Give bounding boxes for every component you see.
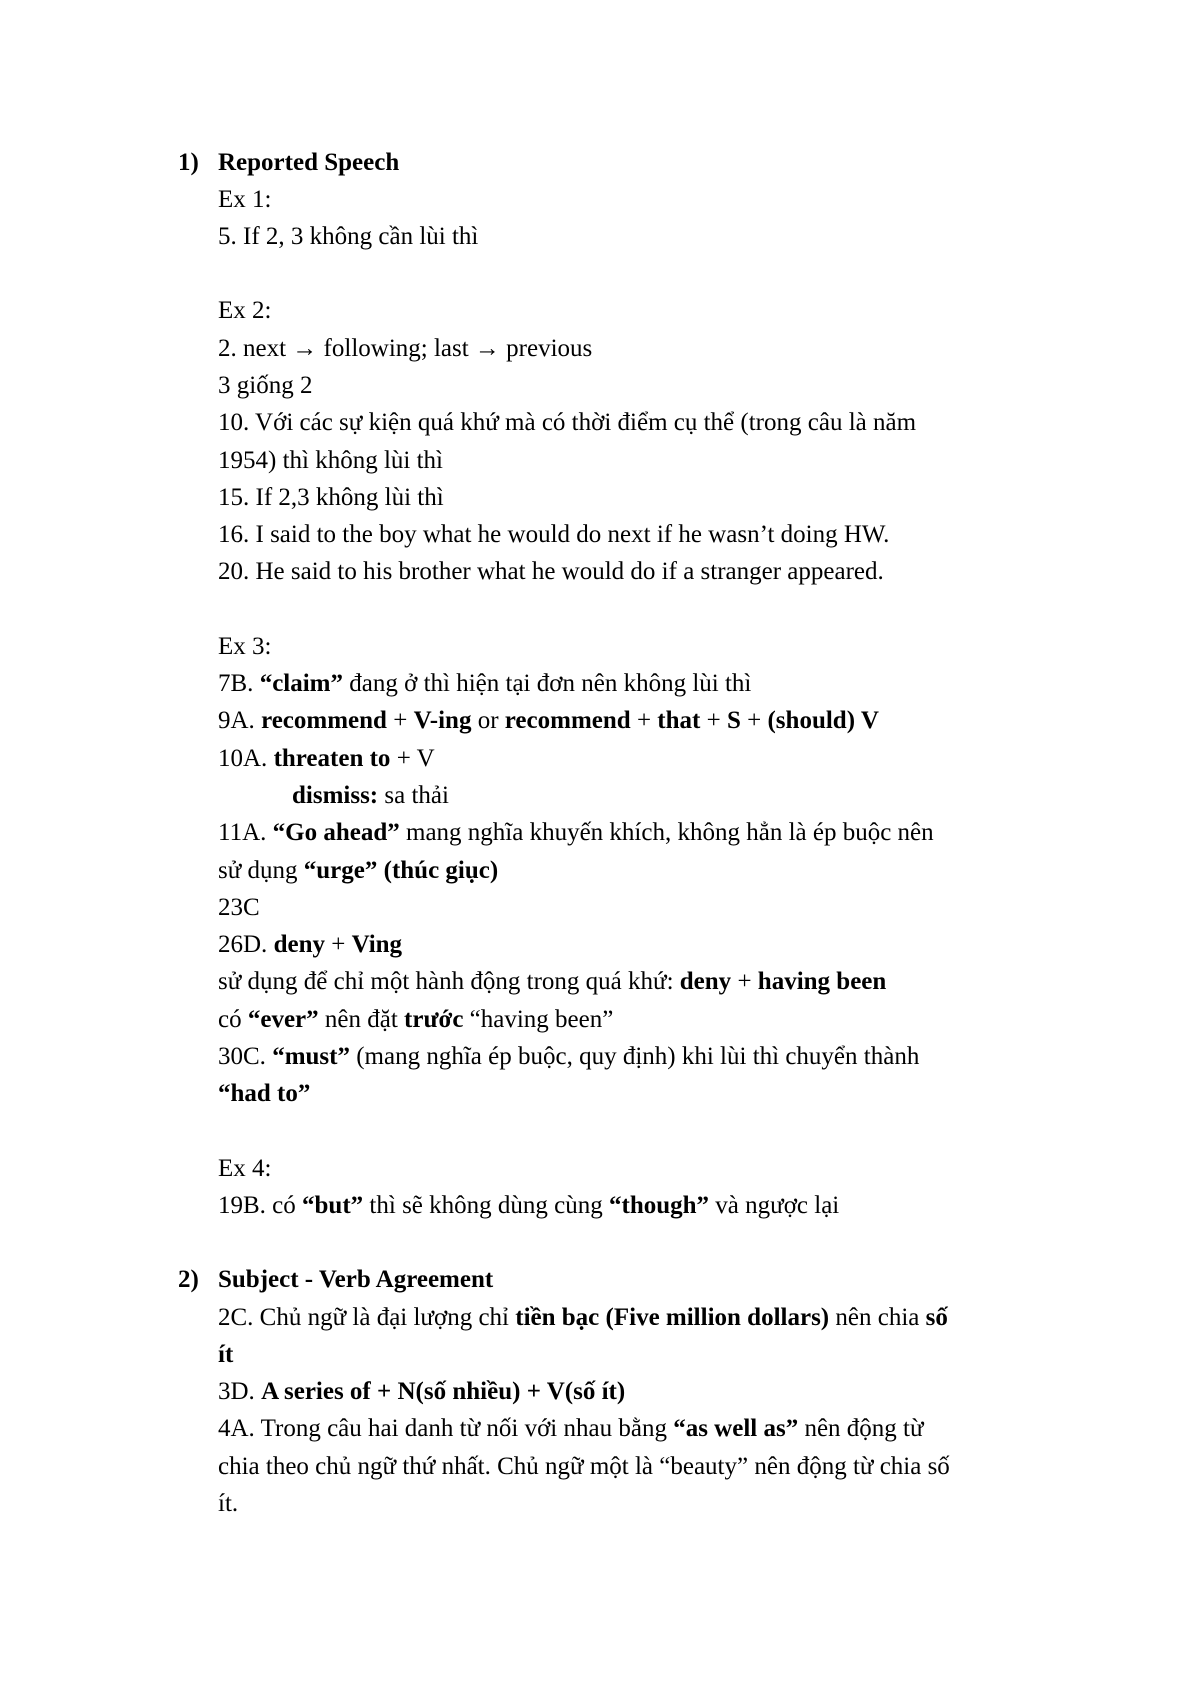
ex2-line-1: 2. next → following; last → previous xyxy=(218,335,593,362)
ex3-line-5: 11A. “Go ahead” mang nghĩa khuyến khích, không hẳn là ép buộc nên xyxy=(218,819,934,846)
ex3-line-3: 10A. threaten to + V xyxy=(218,745,435,772)
s2-line-4: 4A. Trong câu hai danh từ nối với nhau bằng “as well as” nên động từ xyxy=(218,1415,924,1442)
section-2-title: Subject - Verb Agreement xyxy=(218,1266,494,1293)
ex1-line-1: 5. If 2, 3 không cần lùi thì xyxy=(218,223,479,250)
ex2-line-3: 10. Với các sự kiện quá khứ mà có thời điểm cụ thể (trong câu là năm xyxy=(218,409,917,436)
ex2-line-2: 3 giống 2 xyxy=(218,372,313,399)
ex2-line-6: 16. I said to the boy what he would do next if he wasn’t doing HW. xyxy=(218,521,890,548)
ex3-line-9: sử dụng để chỉ một hành động trong quá khứ: deny + having been xyxy=(218,968,887,995)
s2-line-1: 2C. Chủ ngữ là đại lượng chỉ tiền bạc (Five million dollars) nên chia số xyxy=(218,1304,948,1331)
section-1-number: 1) xyxy=(178,149,199,176)
ex4-line-1: 19B. có “but” thì sẽ không dùng cùng “though” và ngược lại xyxy=(218,1192,840,1219)
ex2-label: Ex 2: xyxy=(218,297,272,324)
ex3-label: Ex 3: xyxy=(218,633,272,660)
section-1-title: Reported Speech xyxy=(218,149,400,176)
ex3-line-12: “had to” xyxy=(218,1080,311,1107)
s2-line-3: 3D. A series of + N(số nhiều) + V(số ít) xyxy=(218,1378,626,1405)
ex3-line-4: dismiss: sa thải xyxy=(292,782,449,809)
s2-line-2: ít xyxy=(218,1341,234,1368)
s2-line-6: ít. xyxy=(218,1490,239,1517)
ex4-label: Ex 4: xyxy=(218,1155,272,1182)
ex3-line-10: có “ever” nên đặt trước “having been” xyxy=(218,1006,614,1033)
ex3-line-8: 26D. deny + Ving xyxy=(218,931,403,958)
ex2-line-4: 1954) thì không lùi thì xyxy=(218,447,443,474)
ex1-label: Ex 1: xyxy=(218,186,272,213)
ex3-line-2: 9A. recommend + V-ing or recommend + that + S + (should) V xyxy=(218,707,879,734)
s2-line-5: chia theo chủ ngữ thứ nhất. Chủ ngữ một là “beauty” nên động từ chia số xyxy=(218,1453,950,1480)
ex2-line-5: 15. If 2,3 không lùi thì xyxy=(218,484,444,511)
ex3-line-6: sử dụng “urge” (thúc giục) xyxy=(218,857,499,884)
ex2-line-7: 20. He said to his brother what he would do if a stranger appeared. xyxy=(218,558,884,585)
ex3-line-11: 30C. “must” (mang nghĩa ép buộc, quy định) khi lùi thì chuyển thành xyxy=(218,1043,920,1070)
ex3-line-7: 23C xyxy=(218,894,260,921)
ex3-line-1: 7B. “claim” đang ở thì hiện tại đơn nên không lùi thì xyxy=(218,670,752,697)
section-2-number: 2) xyxy=(178,1266,199,1293)
